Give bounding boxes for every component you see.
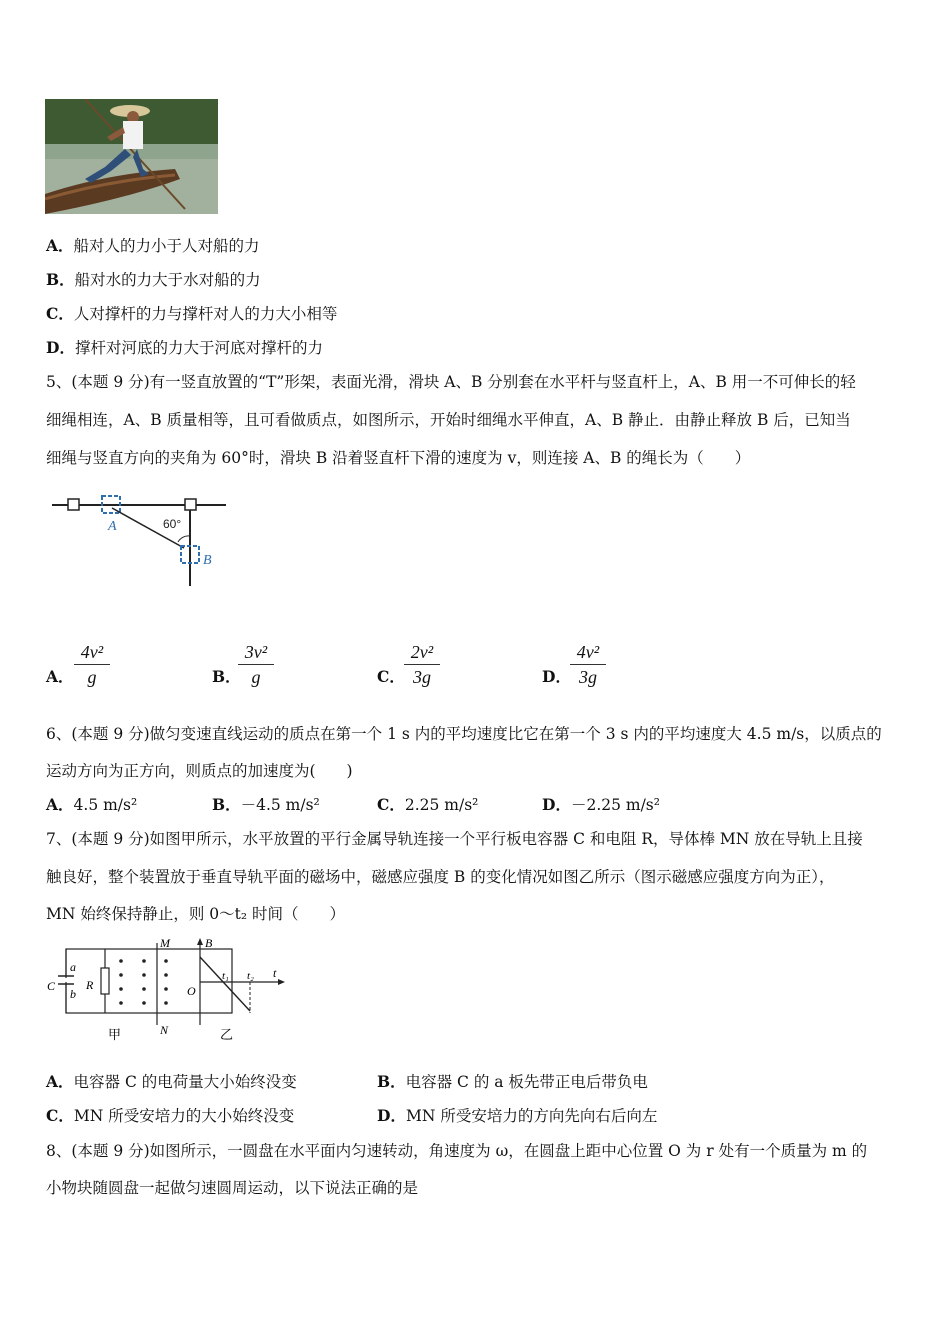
- q5-text-line1: 5、(本题 9 分)有一竖直放置的“T”形架，表面光滑，滑块 A、B 分别套在水平杆与竖直杆上，A、B 用一不可伸长的轻: [46, 373, 856, 391]
- q5-option-a-fraction: $\frac{\text{4v²}}{g}$: [74, 642, 110, 688]
- q7-option-c: C．MN 所受安培力的大小始终没变: [46, 1106, 295, 1125]
- q7-graph-t2: t₂: [247, 970, 254, 982]
- q7-option-b: B．电容器 C 的 a 板先带正电后带负电: [377, 1072, 648, 1091]
- q5-label-b: B: [203, 553, 212, 568]
- q6-option-a: A．4.5 m/s²: [46, 795, 138, 814]
- q7-graph-b-axis: B: [205, 936, 213, 950]
- q7-label-a: a: [70, 960, 76, 974]
- q6-text-line1: 6、(本题 9 分)做匀变速直线运动的质点在第一个 1 s 内的平均速度比它在第一个 3 s 内的平均速度大 4.5 m/s，以质点的: [46, 725, 882, 743]
- q4-option-c: C．人对撑杆的力与撑杆对人的力大小相等: [46, 304, 338, 323]
- q7-text-line2: 触良好，整个装置放于垂直导轨平面的磁场中，磁感应强度 B 的变化情况如图乙所示（图示磁感应强度方向为正），: [46, 868, 835, 886]
- q7-label-m: M: [160, 936, 170, 950]
- q4-option-d: D．撑杆对河底的力大于河底对撑杆的力: [46, 338, 323, 357]
- q7-label-c: C: [47, 979, 56, 993]
- q7-label-b: b: [70, 987, 76, 1001]
- q5-option-d-fraction: $\frac{\text{4v²}}{3g}$: [570, 642, 606, 688]
- q5-t-frame-figure: [50, 490, 240, 590]
- q5-option-b-fraction: $\frac{\text{3v²}}{g}$: [238, 642, 274, 688]
- q7-option-d: D．MN 所受安培力的方向先向右后向左: [377, 1106, 658, 1125]
- q7-label-yi: 乙: [220, 1028, 234, 1043]
- q5-label-a: A: [108, 519, 117, 534]
- q5-text-line3: 细绳与竖直方向的夹角为 60°时，滑块 B 沿着竖直杆下滑的速度为 v，则连接 A、B 的绳长为（ ）: [46, 449, 751, 467]
- q7-label-r: R: [86, 978, 94, 992]
- q5-text-line2: 细绳相连，A、B 质量相等，且可看做质点，如图所示，开始时细绳水平伸直，A、B 静止．由静止释放 B 后，已知当: [46, 411, 851, 429]
- boatman-photo: [45, 99, 218, 214]
- q6-option-c: C．2.25 m/s²: [377, 795, 479, 814]
- q7-graph-t1: t₁: [222, 970, 229, 982]
- q7-circuit-figure: [44, 935, 289, 1045]
- q5-option-c-label: C．: [377, 667, 405, 686]
- q7-label-jia: 甲: [108, 1028, 122, 1043]
- q7-text-line3: MN 始终保持静止，则 0～t₂ 时间（ ）: [46, 905, 346, 923]
- q8-text-line1: 8、(本题 9 分)如图所示，一圆盘在水平面内匀速转动，角速度为 ω，在圆盘上距中心位置 O 为 r 处有一个质量为 m 的: [46, 1142, 868, 1160]
- q5-option-b-label: B．: [212, 667, 241, 686]
- q7-text-line1: 7、(本题 9 分)如图甲所示，水平放置的平行金属导轨连接一个平行板电容器 C 和电阻 R，导体棒 MN 放在导轨上且接: [46, 830, 863, 848]
- q4-option-a: A．船对人的力小于人对船的力: [46, 236, 260, 255]
- q4-option-b: B．船对水的力大于水对船的力: [46, 270, 261, 289]
- q7-label-n: N: [160, 1023, 169, 1037]
- q5-angle-label: 60°: [163, 517, 182, 531]
- q8-text-line2: 小物块随圆盘一起做匀速圆周运动，以下说法正确的是: [46, 1179, 419, 1197]
- q7-graph-origin: O: [187, 984, 196, 998]
- q6-option-d: D．－2.25 m/s²: [542, 795, 660, 814]
- q6-option-b: B．－4.5 m/s²: [212, 795, 320, 814]
- q5-option-d-label: D．: [542, 667, 571, 686]
- q5-option-a-label: A．: [46, 667, 74, 686]
- q7-graph-t-axis: t: [273, 966, 277, 980]
- q6-text-line2: 运动方向为正方向，则质点的加速度为( ): [46, 762, 353, 780]
- q7-option-a: A．电容器 C 的电荷量大小始终没变: [46, 1072, 297, 1091]
- q5-option-c-fraction: $\frac{\text{2v²}}{3g}$: [404, 642, 440, 688]
